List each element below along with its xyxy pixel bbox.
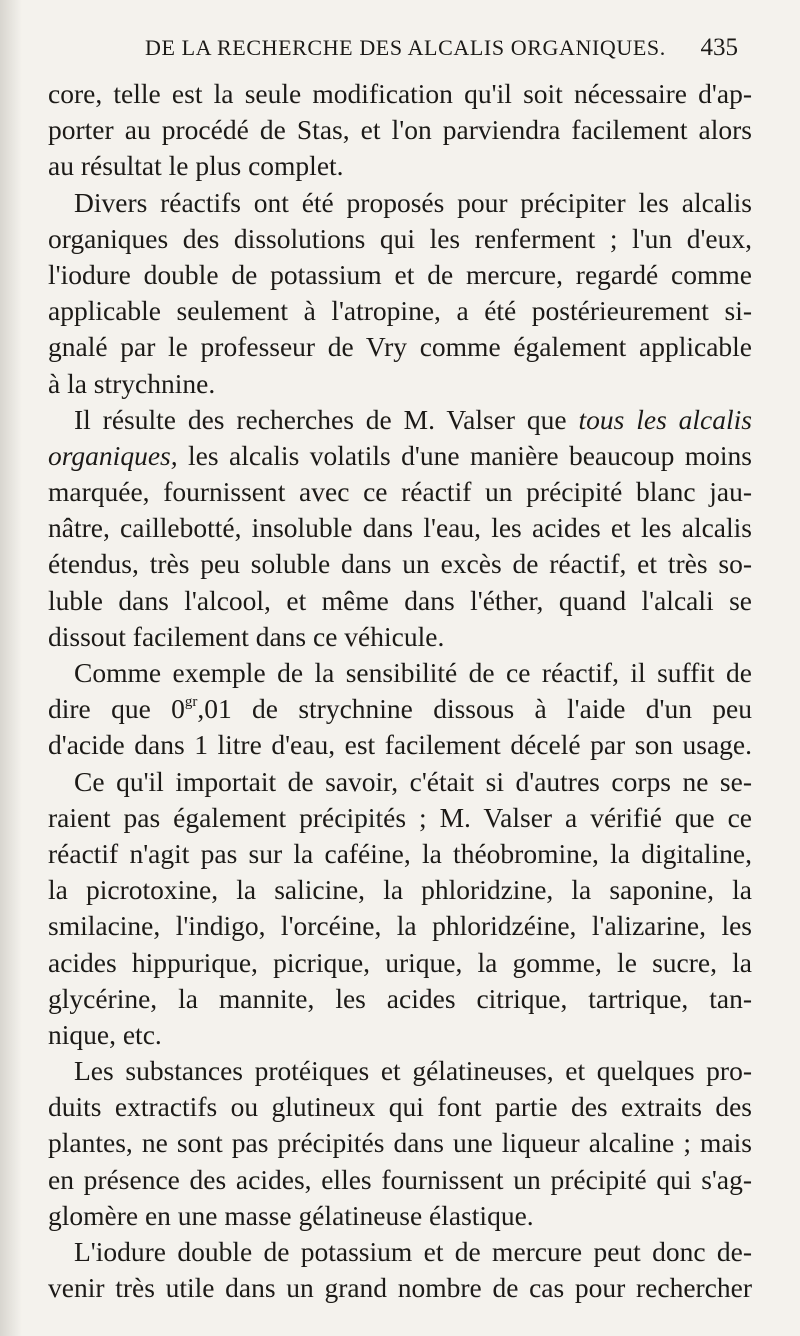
text-line: Les substances protéiques et gélatineuses, et quelques pro- xyxy=(74,1055,752,1087)
text-line: gnalé par le professeur de Vry comme également applicable xyxy=(48,331,752,363)
text-line: au résultat le plus complet. xyxy=(48,150,344,182)
text-line: smilacine, l'indigo, l'orcéine, la phloridzéine, l'alizarine, les xyxy=(48,910,752,942)
text-run: ,01 de strychnine dissous à l'aide d'un peu xyxy=(197,693,752,725)
text-line xyxy=(48,402,752,438)
text-line: nâtre, caillebotté, insoluble dans l'eau, les acides et les alcalis xyxy=(48,512,752,544)
italic-run: tous les alcalis xyxy=(578,403,752,435)
text-line: porter au procédé de Stas, et l'on parviendra facilement alors xyxy=(48,114,752,146)
superscript-unit: gr xyxy=(184,694,198,711)
text-line: l'iodure double de potassium et de mercure, regardé comme xyxy=(48,258,752,290)
text-line: core, telle est la seule modification qu'il soit nécessaire d'ap- xyxy=(48,78,752,109)
text-line: étendus, très peu soluble dans un excès de réactif, et très so- xyxy=(48,548,752,580)
text-line: Ce qu'il importait de savoir, c'était si d'autres corps ne se- xyxy=(74,765,752,797)
text-line: Divers réactifs ont été proposés pour précipiter les alcalis xyxy=(74,186,752,218)
text-line: la picrotoxine, la salicine, la phloridzine, la saponine, la xyxy=(48,874,752,906)
text-line: glycérine, la mannite, les acides citrique, tartrique, tan- xyxy=(48,982,752,1014)
text-line: plantes, ne sont pas précipités dans une liqueur alcaline ; mais xyxy=(48,1127,752,1159)
text-line: marquée, fournissent avec ce réactif un précipité blanc jau- xyxy=(48,476,752,508)
page-header xyxy=(48,28,738,68)
text-line: à la strychnine. xyxy=(48,367,216,399)
text-run: les alcalis volatils d'une manière beaucoup moins xyxy=(177,439,752,471)
text-line: organiques des dissolutions qui les renferment ; l'un d'eux, xyxy=(48,222,752,254)
text-line: glomère en une masse gélatineuse élastique. xyxy=(48,1199,534,1231)
text-line: dissout facilement dans ce véhicule. xyxy=(48,620,445,652)
text-line: raient pas également précipités ; M. Valser a vérifié que ce xyxy=(48,801,752,833)
text-line xyxy=(48,691,752,727)
text-line: L'iodure double de potassium et de mercure peut donc de- xyxy=(74,1236,752,1267)
text-line: venir très utile dans un grand nombre de cas pour rechercher xyxy=(48,1272,752,1304)
text-line: d'acide dans 1 litre d'eau, est facilement décelé par son usage. xyxy=(48,729,752,761)
page-number: 435 xyxy=(700,34,738,61)
text-line: acides hippurique, picrique, urique, la gomme, le sucre, la xyxy=(48,946,752,978)
text-line: réactif n'agit pas sur la caféine, la théobromine, la digitaline, xyxy=(48,837,752,869)
text-line xyxy=(48,438,752,474)
text-line: duits extractifs ou glutineux qui font partie des extraits des xyxy=(48,1091,752,1123)
text-line: en présence des acides, elles fournissent un précipité qui s'ag- xyxy=(48,1163,752,1195)
text-line: luble dans l'alcool, et même dans l'éther, quand l'alcali se xyxy=(48,584,752,616)
text-line: nique, etc. xyxy=(48,1018,162,1050)
text-run: Il résulte des recherches de M. Valser que xyxy=(74,403,579,435)
body-text xyxy=(48,76,752,1306)
text-line: applicable seulement à l'atropine, a été postérieurement si- xyxy=(48,295,752,327)
text-run: dire que 0 xyxy=(48,693,185,725)
text-line: Comme exemple de la sensibilité de ce réactif, il suffit de xyxy=(74,657,752,688)
italic-run: organiques, xyxy=(48,439,178,471)
running-head: DE LA RECHERCHE DES ALCALIS ORGANIQUES. xyxy=(145,35,666,60)
page-edge-shadow xyxy=(0,0,22,1336)
